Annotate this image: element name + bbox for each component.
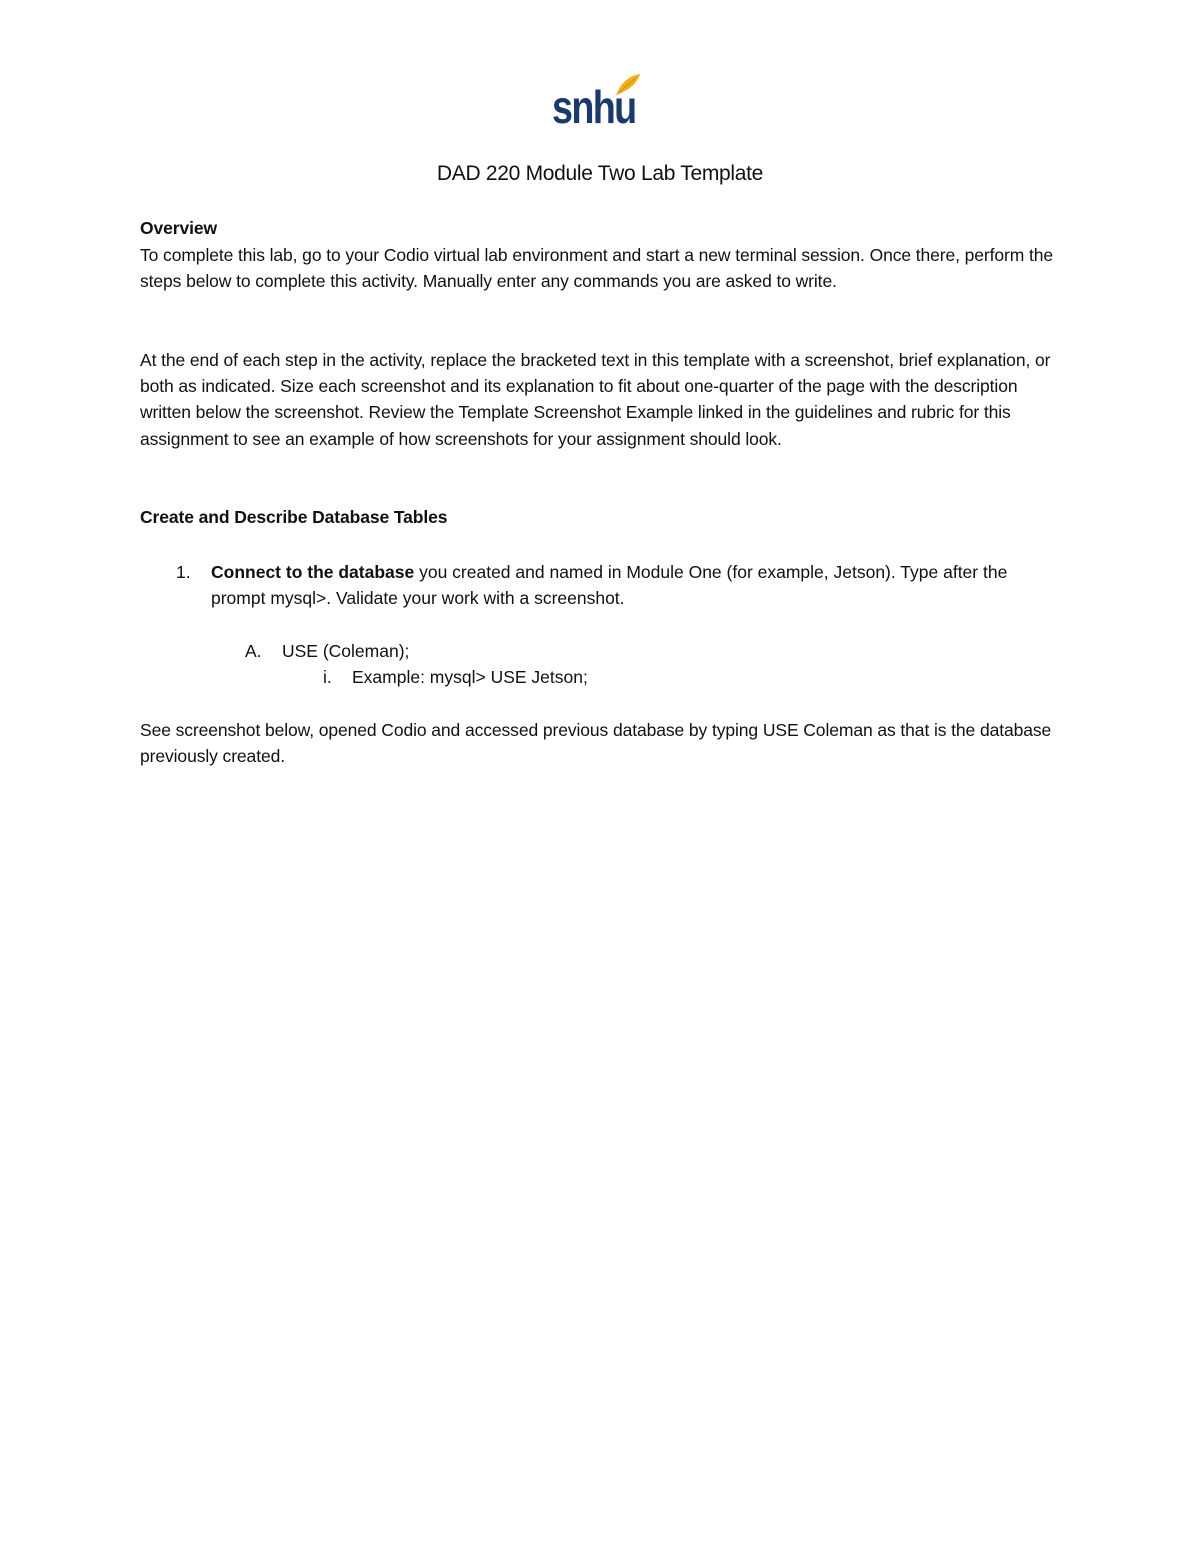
step-lead: Connect to the database <box>211 562 415 582</box>
closing-paragraph: See screenshot below, opened Codio and accessed previous database by typing USE Coleman as that is the database previously created. <box>140 720 1052 767</box>
document-title: DAD 220 Module Two Lab Template <box>436 162 764 185</box>
step-rest: you created and named in Module One (for example, Jetson). Type after the prompt mysql>. Validate your work with a screenshot. <box>211 562 1008 609</box>
overview-body: To complete this lab, go to your Codio virtual lab environment and start a new terminal session. Once there, perform the steps below to complete this activity. Manually enter any commands you are asked to write. <box>140 245 1054 292</box>
logo-wordmark: snhu <box>552 81 636 133</box>
step-text <box>211 559 1051 611</box>
step-number: 1. <box>176 562 191 582</box>
section-heading: Create and Describe Database Tables <box>140 507 448 527</box>
snhu-logo <box>552 72 642 134</box>
sub-item-i-text: Example: mysql> USE Jetson; <box>352 667 588 687</box>
overview-heading: Overview <box>140 218 218 238</box>
instructions-paragraph: At the end of each step in the activity, replace the bracketed text in this template with a screenshot, brief explanation, or both as indicated. Size each screenshot and its explanation to fit about one-quarter of the page with the description written below the screenshot. Review the Template Screenshot Example linked in the guidelines and rubric for this assignment to see an example of how screenshots for your assignment should look. <box>140 350 1051 449</box>
sub-item-a-text: USE (Coleman); <box>282 641 410 661</box>
sub-item-i-marker: i. <box>323 667 332 687</box>
sub-item-a-marker: A. <box>245 641 262 661</box>
